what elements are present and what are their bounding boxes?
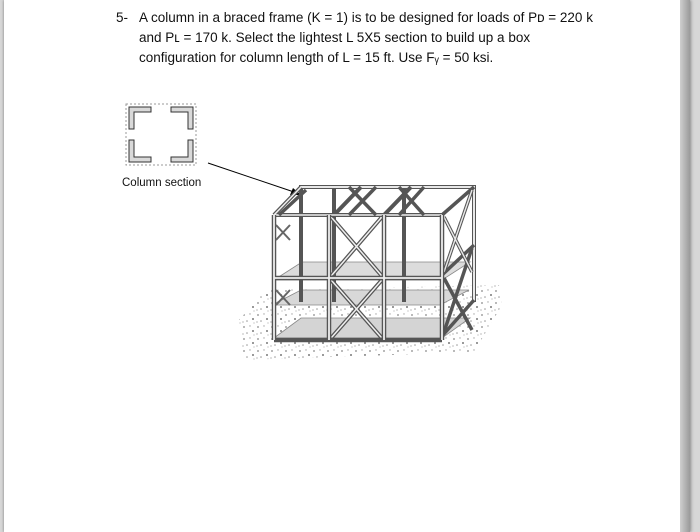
box-column-section-icon — [126, 104, 196, 165]
problem-number: 5- — [116, 10, 129, 25]
column-section-caption: Column section — [122, 177, 202, 189]
page-edge-shadow — [680, 0, 690, 532]
problem-line-1: A column in a braced frame (K = 1) is to be designed for loads of Pᴅ = 220 k — [139, 10, 593, 25]
braced-frame-icon — [239, 187, 502, 360]
problem-line-2: and Pʟ = 170 k. Select the lightest L 5X5 section to build up a box — [139, 30, 531, 45]
problem-line-3: configuration for column length of L = 15 ft. Use Fᵧ = 50 ksi. — [139, 50, 494, 65]
document-page — [4, 0, 690, 532]
figure-canvas — [4, 0, 690, 532]
leader-arrow — [208, 163, 301, 195]
